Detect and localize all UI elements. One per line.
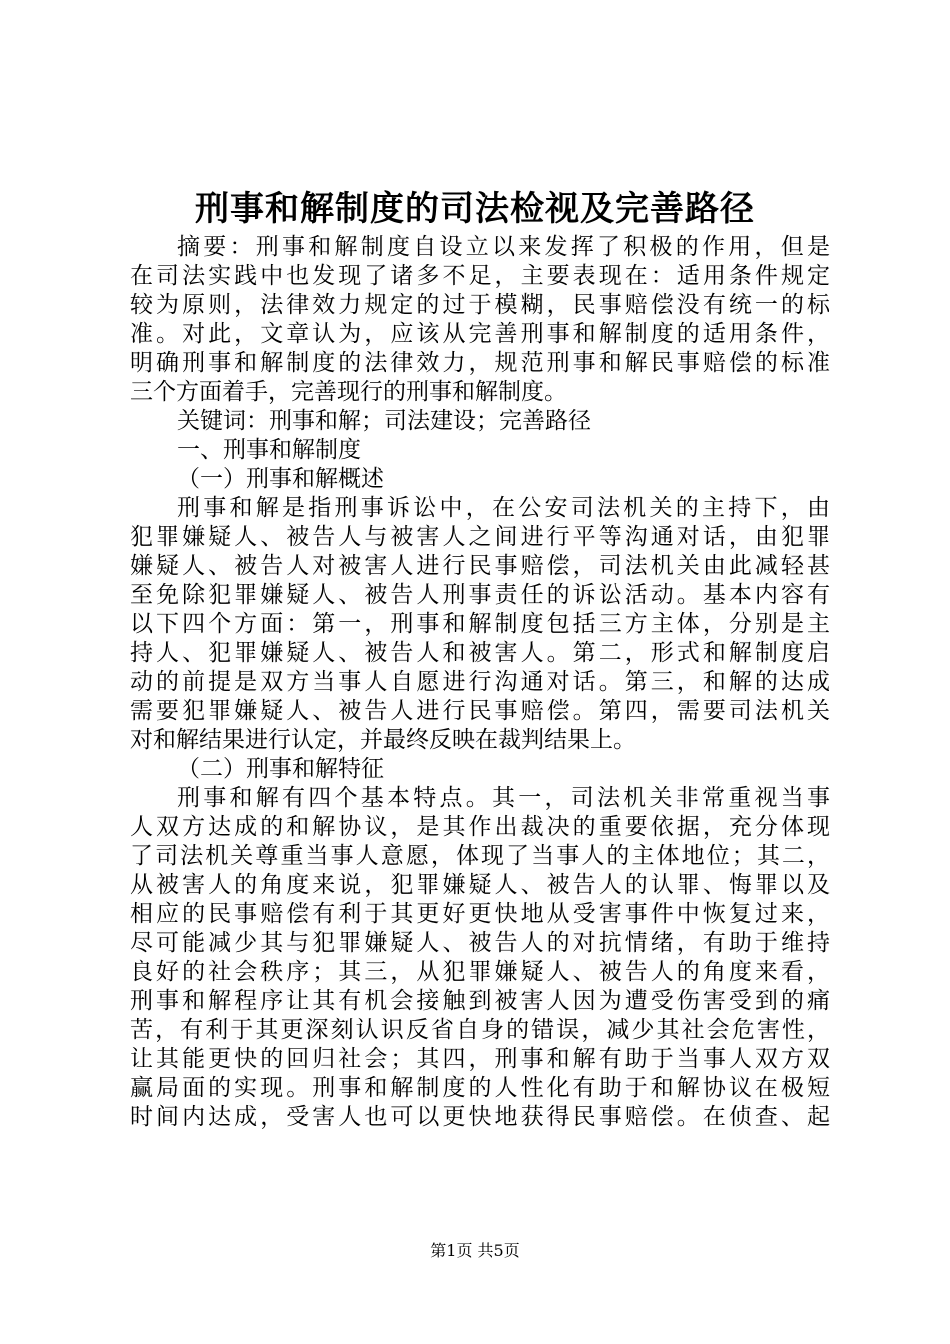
text-line: 关键词：刑事和解；司法建设；完善路径: [177, 408, 591, 434]
text-line: 嫌疑人、被告人对被害人进行民事赔偿，司法机关由此减轻甚: [130, 553, 830, 579]
text-line: 了司法机关尊重当事人意愿，体现了当事人的主体地位；其二，: [130, 843, 830, 869]
text-line: 时间内达成，受害人也可以更快地获得民事赔偿。在侦查、起: [130, 1104, 830, 1130]
text-line: 良好的社会秩序；其三，从犯罪嫌疑人、被告人的角度来看，: [130, 959, 830, 985]
text-line: 尽可能减少其与犯罪嫌疑人、被告人的对抗情绪，有助于维持: [130, 930, 830, 956]
text-line: 人双方达成的和解协议，是其作出裁决的重要依据，充分体现: [130, 814, 830, 840]
text-line: 赢局面的实现。刑事和解制度的人性化有助于和解协议在极短: [130, 1075, 830, 1101]
text-line: 准。对此，文章认为，应该从完善刑事和解制度的适用条件，: [130, 321, 830, 347]
text-line: （一）刑事和解概述: [177, 466, 384, 492]
text-line: 一、刑事和解制度: [177, 437, 361, 463]
text-line: 至免除犯罪嫌疑人、被告人刑事责任的诉讼活动。基本内容有: [130, 582, 830, 608]
text-line: 持人、犯罪嫌疑人、被告人和被害人。第二，形式和解制度启: [130, 640, 830, 666]
text-line: 较为原则，法律效力规定的过于模糊，民事赔偿没有统一的标: [130, 292, 830, 318]
text-line: 苦，有利于其更深刻认识反省自身的错误，减少其社会危害性，: [130, 1017, 830, 1043]
page-footer: 第1页 共5页: [430, 1241, 520, 1260]
document-title: 刑事和解制度的司法检视及完善路径: [195, 189, 755, 229]
text-line: 从被害人的角度来说，犯罪嫌疑人、被告人的认罪、悔罪以及: [130, 872, 830, 898]
text-line: 明确刑事和解制度的法律效力，规范刑事和解民事赔偿的标准: [130, 350, 830, 376]
text-line: 对和解结果进行认定，并最终反映在裁判结果上。: [130, 727, 636, 753]
text-line: 以下四个方面：第一，刑事和解制度包括三方主体，分别是主: [130, 611, 830, 637]
text-line: 三个方面着手，完善现行的刑事和解制度。: [130, 379, 567, 405]
text-line: 在司法实践中也发现了诸多不足，主要表现在：适用条件规定: [130, 263, 830, 289]
text-line: 动的前提是双方当事人自愿进行沟通对话。第三，和解的达成: [130, 669, 830, 695]
text-line: 相应的民事赔偿有利于其更好更快地从受害事件中恢复过来，: [130, 901, 830, 927]
text-line: 需要犯罪嫌疑人、被告人进行民事赔偿。第四，需要司法机关: [130, 698, 830, 724]
text-line: 刑事和解程序让其有机会接触到被害人因为遭受伤害受到的痛: [130, 988, 830, 1014]
text-line: 刑事和解有四个基本特点。其一，司法机关非常重视当事: [177, 785, 830, 811]
text-line: 刑事和解是指刑事诉讼中，在公安司法机关的主持下，由: [177, 495, 830, 521]
text-line: 犯罪嫌疑人、被告人与被害人之间进行平等沟通对话，由犯罪: [130, 524, 830, 550]
document-body: [130, 233, 830, 1132]
text-line: （二）刑事和解特征: [177, 756, 384, 782]
text-line: 让其能更快的回归社会；其四，刑事和解有助于当事人双方双: [130, 1046, 830, 1072]
text-line: 摘要：刑事和解制度自设立以来发挥了积极的作用，但是: [177, 234, 830, 260]
